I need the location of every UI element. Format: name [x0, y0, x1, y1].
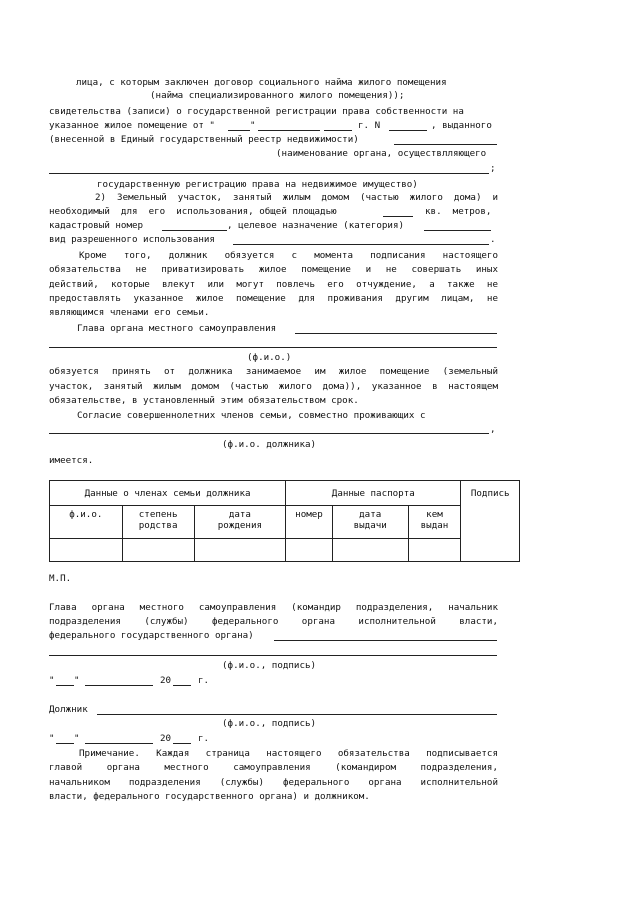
text-line: (внесенной в Единый государственный реестр недвижимости)	[49, 134, 359, 145]
text-line: кадастровый номер	[49, 220, 144, 231]
blank-line	[173, 685, 191, 686]
table-cell-empty	[408, 539, 461, 562]
blank-line	[56, 743, 74, 744]
text-line: являющимся членами его семьи.	[49, 307, 210, 318]
text-line: г.	[198, 733, 210, 744]
table-cell-empty	[332, 539, 408, 562]
text-line: имеется.	[49, 455, 94, 466]
table-cell-empty	[194, 539, 285, 562]
text-line: "	[49, 675, 55, 686]
text-line: "	[74, 675, 80, 686]
text-line: федерального государственного органа)	[49, 630, 254, 641]
blank-line	[85, 743, 153, 744]
blank-line	[228, 130, 250, 131]
blank-line	[56, 685, 74, 686]
text-line: Глава органа местного самоуправления	[77, 323, 277, 334]
blank-line	[49, 433, 489, 434]
blank-line	[389, 130, 427, 131]
text-line: (ф.и.о., подпись)	[222, 718, 317, 729]
note-line: начальником подразделения (службы) федерального органа исполнительной	[49, 777, 498, 788]
text-line: г. N	[358, 120, 381, 131]
blank-line	[49, 347, 497, 348]
blank-line	[162, 230, 227, 231]
table-cell-empty	[122, 539, 194, 562]
blank-line	[394, 144, 497, 145]
table-header-issued-by: кем выдан	[408, 506, 461, 539]
blank-line	[383, 216, 413, 217]
text-line: Должник	[49, 704, 88, 715]
text-line: вид разрешенного использования	[49, 234, 215, 245]
note-line: власти, федерального государственного органа) и должником.	[49, 791, 370, 802]
text-line: .	[490, 234, 496, 245]
blank-line	[295, 333, 497, 334]
text-line: г.	[198, 675, 210, 686]
text-line: ;	[490, 163, 496, 174]
text-line: "	[74, 733, 80, 744]
text-line: 2) Земельный участок, занятый жилым домом (частью жилого дома) и	[95, 192, 498, 203]
text-line: государственную регистрацию права на недвижимое имущество)	[97, 179, 418, 190]
text-line: , выданного	[431, 120, 492, 131]
text-line: Согласие совершеннолетних членов семьи, совместно проживающих с	[77, 410, 426, 421]
table-header-issue-date: дата выдачи	[332, 506, 408, 539]
family-members-table	[49, 480, 520, 562]
blank-line	[324, 130, 352, 131]
table-header-passport: Данные паспорта	[286, 481, 461, 506]
blank-line	[49, 655, 497, 656]
text-line: 20	[160, 733, 172, 744]
text-line: Глава органа местного самоуправления (командир подразделения, начальник	[49, 602, 498, 613]
table-header-relation: степень родства	[122, 506, 194, 539]
text-line: (наименование органа, осуществлляющего	[276, 148, 487, 159]
stamp-label: М.П.	[49, 573, 72, 584]
text-line: обязательстве, в установленный этим обязательством срок.	[49, 395, 359, 406]
text-line: Кроме того, должник обязуется с момента подписания настоящего	[79, 250, 498, 261]
text-line: подразделения (службы) федерального органа исполнительной власти,	[49, 616, 498, 627]
table-header-family: Данные о членах семьи должника	[50, 481, 286, 506]
blank-line	[173, 743, 191, 744]
blank-line	[258, 130, 320, 131]
text-line: (ф.и.о.)	[247, 352, 292, 363]
text-line: обязуется принять от должника занимаемое им жилое помещение (земельный	[49, 366, 498, 377]
table-header-fio: ф.и.о.	[50, 506, 123, 539]
text-line: ,	[490, 424, 496, 435]
blank-line	[424, 230, 491, 231]
blank-line	[233, 244, 489, 245]
text-line: необходимый для его использования, общей площадью	[49, 206, 337, 217]
text-line: указанное жилое помещение от "	[49, 120, 215, 131]
text-line: 20	[160, 675, 172, 686]
blank-line	[49, 173, 489, 174]
text-line: обязательства не приватизировать жилое помещение и не совершать иных	[49, 264, 498, 275]
blank-line	[274, 640, 497, 641]
table-cell-empty	[50, 539, 123, 562]
note-line: Примечание. Каждая страница настоящего обязательства подписывается	[79, 748, 498, 759]
text-line: свидетельства (записи) о государственной регистрации права собственности на	[49, 106, 464, 117]
text-line: (найма специализированного жилого помещения));	[150, 90, 405, 101]
table-cell-empty	[286, 539, 333, 562]
note-line: главой органа местного самоуправления (командиром подразделения,	[49, 762, 498, 773]
text-line: действий, которые влекут или могут повлечь его отчуждение, а также не	[49, 279, 498, 290]
text-line: "	[49, 733, 55, 744]
text-line: предоставлять указанное жилое помещение для проживания другим лицам, не	[49, 293, 498, 304]
text-line: , целевое назначение (категория)	[227, 220, 405, 231]
table-header-signature: Подпись	[461, 481, 520, 562]
text-line: кв. метров,	[425, 206, 492, 217]
text-line: (ф.и.о., подпись)	[222, 660, 317, 671]
text-line: участок, занятый жилым домом (частью жилого дома)), указанное в настоящем	[49, 381, 498, 392]
text-line: "	[250, 120, 256, 131]
blank-line	[85, 685, 153, 686]
blank-line	[97, 714, 497, 715]
table-header-birth-date: дата рождения	[194, 506, 285, 539]
text-line: лица, с которым заключен договор социального найма жилого помещения	[76, 77, 447, 88]
table-header-number: номер	[286, 506, 333, 539]
text-line: (ф.и.о. должника)	[222, 439, 317, 450]
